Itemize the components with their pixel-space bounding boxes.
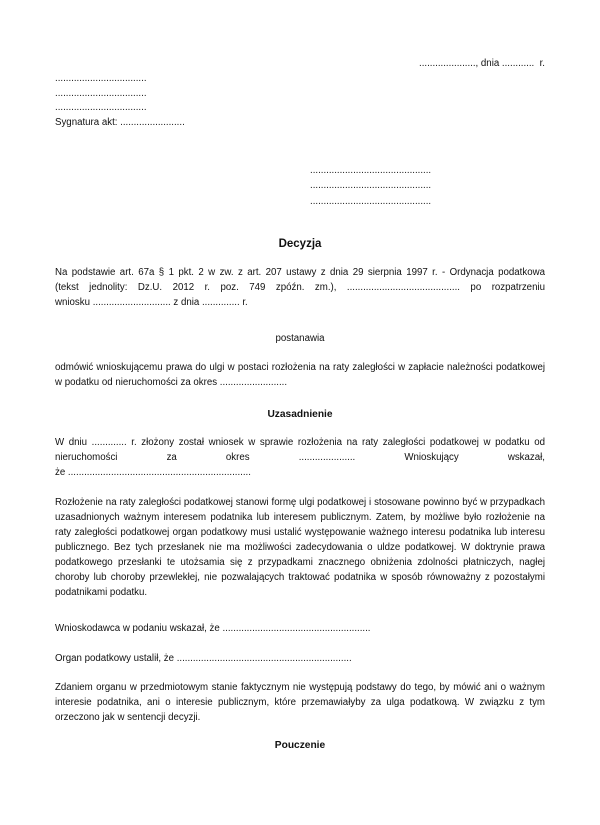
conclusion-paragraph <box>55 680 545 725</box>
authority-findings-line <box>55 651 545 666</box>
text-line: podatkowego przesłanki te utożsamia się z przypadkami znacznego obniżenia zdolności płatniczych, nagłej <box>55 557 545 568</box>
text-line: publicznego. Bez tych przesłanek nie ma możliwości zadecydowania o uldze podatkowej. W doktrynie prawa <box>55 542 545 553</box>
text-line: w podatku od nieruchomości za okres ......................... <box>55 377 288 388</box>
legal-explanation-paragraph <box>55 495 545 600</box>
text-line: raty zaległości podatkowej organ podatkowy musi ustalić występowanie ważnego interesu podatnika lub interesu <box>55 527 545 538</box>
text-line: odmówić wnioskującemu prawa do ulgi w postaci rozłożenia na raty zaległości w zapłacie należności podatkowej <box>55 362 545 373</box>
justification-heading: Uzasadnienie <box>267 409 333 420</box>
text-line: ............................................. <box>310 195 432 207</box>
text-line: ............................................. <box>310 165 432 176</box>
text-line: ............................................. <box>310 180 432 192</box>
instruction-heading: Pouczenie <box>274 740 326 751</box>
text-line: (tekst jednolity: Dz.U. 2012 r. poz. 749 zpóźn. zm.), .......................................... po rozpatrzeniu <box>55 282 545 293</box>
text-line: .................................. <box>55 73 147 84</box>
date-line: ....................., dnia ............ r. <box>419 58 545 69</box>
text-line: podatnikami podatku. <box>55 587 148 598</box>
applicant-statement-line <box>55 621 545 636</box>
text-line: że .................................................................... <box>55 467 251 478</box>
text-line: choroby lub choroby przewlekłej, nie pozwalających traktować podatnika w sposób równoważny z pozostałymi <box>55 572 545 583</box>
text-line: interesie podatnika, ani o interesie publicznym, które przemawiałyby za ulga podatkową. W związku z tym <box>55 697 545 708</box>
text-line: Rozłożenie na raty zaległości podatkowej stanowi formę ulgi podatkowej i stosowane powinno być w przypadkach <box>55 497 545 508</box>
request-info-paragraph <box>55 435 545 480</box>
issuer-lines <box>55 72 147 116</box>
text-line: .................................. <box>55 87 147 99</box>
text-line: nieruchomości za okres ..................... Wnioskujący wskazał, <box>55 452 545 463</box>
document-title: Decyzja <box>278 238 322 250</box>
text-line: wniosku ............................. z dnia .............. r. <box>55 297 248 308</box>
text-line: Zdaniem organu w przedmiotowym stanie faktycznym nie występują podstawy do tego, by mówić ani o ważnym <box>55 682 545 693</box>
text-line: orzeczono jak w sentencji decyzji. <box>55 712 201 723</box>
text-line: Organ podatkowy ustalił, że ................................................................. <box>55 653 352 664</box>
case-number-line: Sygnatura akt: ........................ <box>55 117 185 128</box>
resolution-heading: postanawia <box>275 333 325 344</box>
resolution-paragraph <box>55 360 545 390</box>
recipient-lines <box>310 163 455 209</box>
text-line: W dniu ............. r. złożony został wniosek w sprawie rozłożenia na raty zaległości podatkowej w podatku od <box>55 437 545 448</box>
legal-basis-paragraph <box>55 265 545 310</box>
text-line: Na podstawie art. 67a § 1 pkt. 2 w zw. z art. 207 ustawy z dnia 29 sierpnia 1997 r. - Ordynacja podatkowa <box>55 267 545 278</box>
text-line: .................................. <box>55 102 147 114</box>
text-line: uzasadnionych ważnym interesem podatnika lub interesem publicznym. Zatem, by możliwe było rozłożenie na <box>55 512 545 523</box>
text-line: Wnioskodawca w podaniu wskazał, że ....................................................... <box>55 623 371 634</box>
